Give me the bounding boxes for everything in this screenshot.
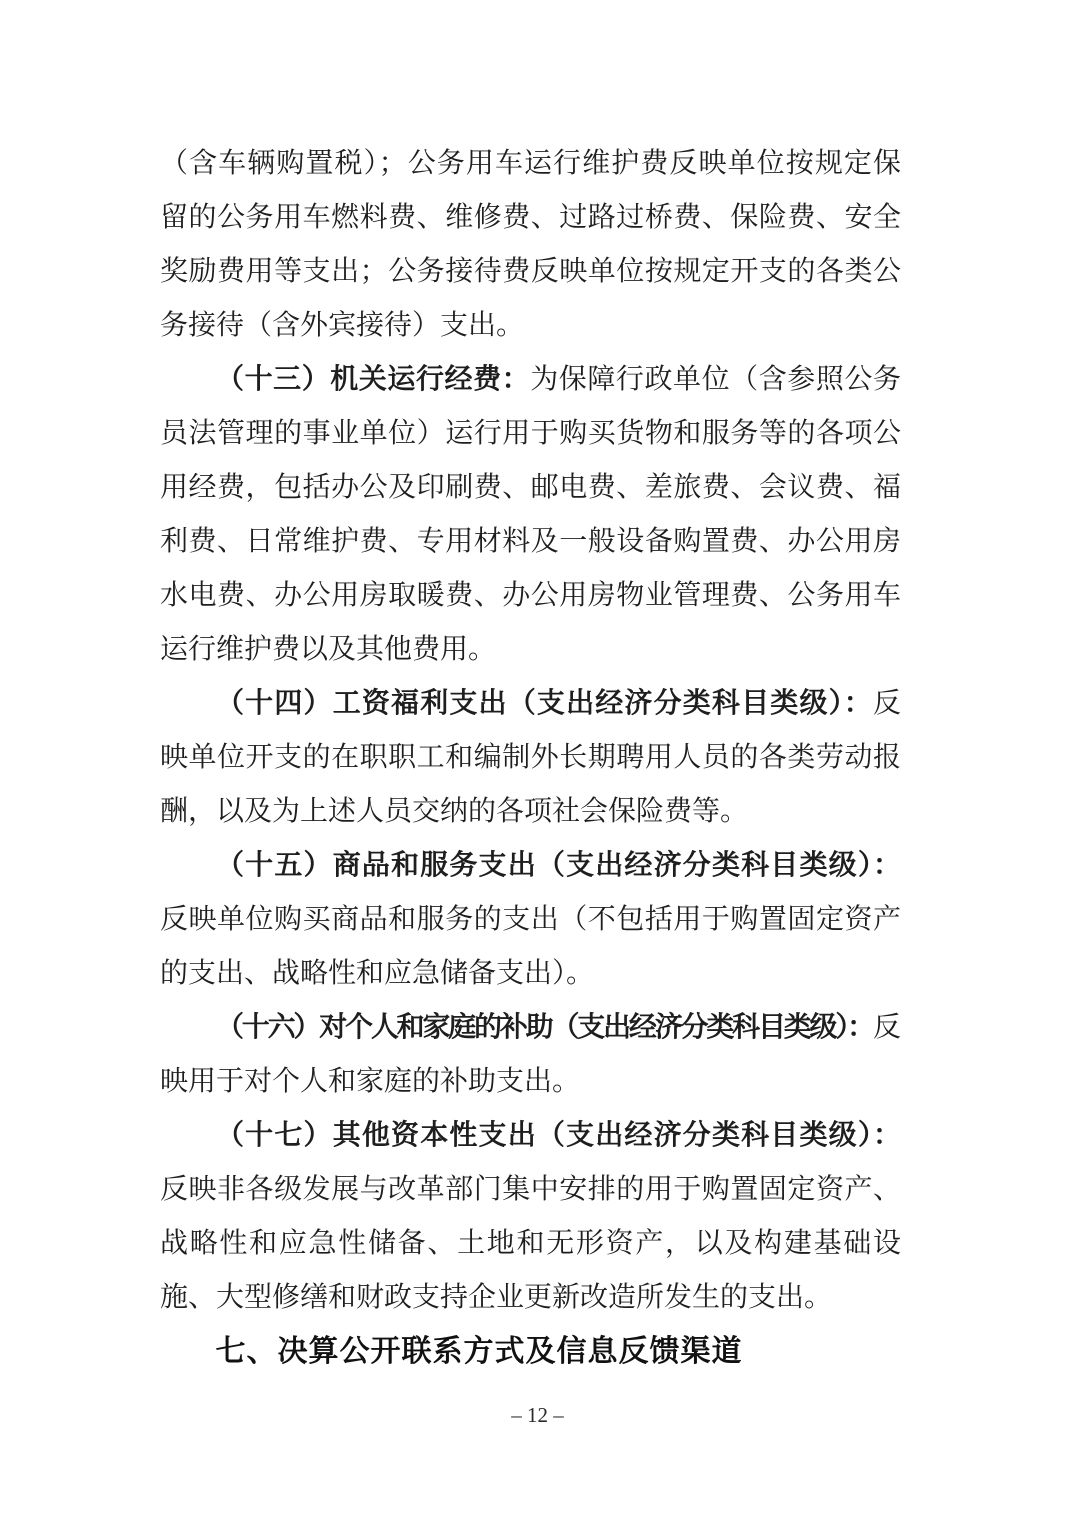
paragraph-text: 反映单位购买商品和服务的支出（不包括用于购置固定资产的支出、战略性和应急储备支出）。 <box>160 904 901 989</box>
paragraph <box>160 1001 901 1109</box>
paragraph-text: 为保障行政单位（含参照公务员法管理的事业单位）运行用于购买货物和服务等的各项公用经费，包括办公及印刷费、邮电费、差旅费、会议费、福利费、日常维护费、专用材料及一般设备购置费、办公用房水电费、办公用房取暖费、办公用房物业管理费、公务用车运行维护费以及其他费用。 <box>160 364 901 665</box>
paragraph <box>160 839 901 1001</box>
paragraph <box>160 353 901 677</box>
paragraph <box>160 1109 901 1325</box>
paragraph-text: 反映单位开支的在职职工和编制外长期聘用人员的各类劳动报酬，以及为上述人员交纳的各项社会保险费等。 <box>160 688 901 827</box>
document-body <box>160 137 901 1379</box>
paragraph <box>160 137 901 353</box>
paragraph-lead: （十六）对个人和家庭的补助（支出经济分类科目类级）： <box>216 1012 873 1043</box>
page-number: – 12 – <box>511 1403 564 1427</box>
paragraph-text: 反映用于对个人和家庭的补助支出。 <box>160 1012 901 1097</box>
paragraph-text: （含车辆购置税）；公务用车运行维护费反映单位按规定保留的公务用车燃料费、维修费、过路过桥费、保险费、安全奖励费用等支出；公务接待费反映单位按规定开支的各类公务接待（含外宾接待）支出。 <box>160 148 901 341</box>
paragraph-lead: （十三）机关运行经费： <box>216 364 531 395</box>
paragraph-lead: （十七）其他资本性支出（支出经济分类科目类级）： <box>216 1120 901 1151</box>
paragraph-lead: （十五）商品和服务支出（支出经济分类科目类级）： <box>216 850 901 881</box>
paragraph-lead: （十四）工资福利支出（支出经济分类科目类级）： <box>216 688 873 719</box>
paragraph <box>160 677 901 839</box>
section-heading: 七、决算公开联系方式及信息反馈渠道 <box>215 1335 743 1368</box>
paragraph-text: 反映非各级发展与改革部门集中安排的用于购置固定资产、战略性和应急性储备、土地和无形资产，以及构建基础设施、大型修缮和财政支持企业更新改造所发生的支出。 <box>160 1174 901 1313</box>
